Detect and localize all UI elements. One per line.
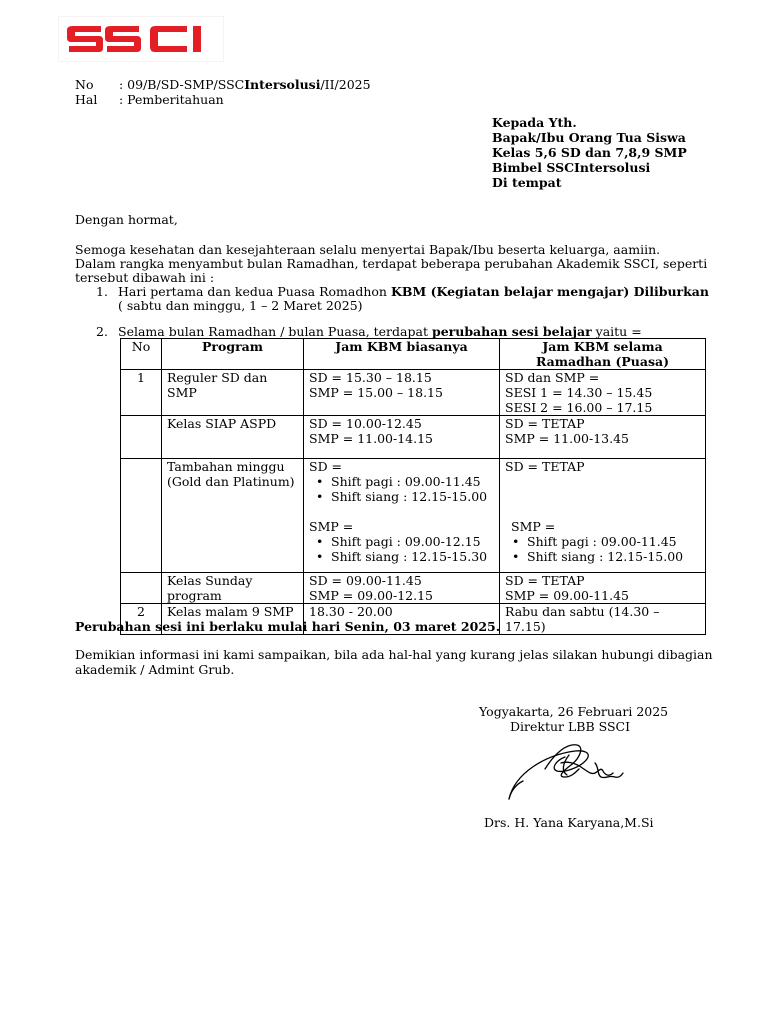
table-cell-no: 1 xyxy=(121,370,162,416)
signer-name: Drs. H. Yana Karyana,M.Si xyxy=(484,815,654,830)
cell-line: SD = TETAP xyxy=(505,459,585,474)
list-text-plain: Hari pertama dan kedua Puasa Romadhon xyxy=(118,284,391,299)
cell-spacer xyxy=(309,504,494,519)
table-cell-normal xyxy=(304,370,500,416)
table-cell-program: Kelas SIAP ASPD xyxy=(162,416,304,459)
cell-line: SMP = 09.00-12.15 xyxy=(309,588,433,603)
shift-list xyxy=(309,474,494,504)
table-row xyxy=(121,370,706,416)
shift-item: • Shift pagi : 09.00-11.45 xyxy=(331,474,494,489)
place-date: Yogyakarta, 26 Februari 2025 xyxy=(479,704,669,719)
cell-spacer xyxy=(505,474,700,519)
cell-line: SD = 10.00-12.45 xyxy=(309,416,422,431)
letter-number-value-bold: Intersolusi xyxy=(244,77,321,92)
letter-number xyxy=(75,77,475,92)
closing-line: akademik / Admint Grub. xyxy=(75,662,235,677)
table-cell-program xyxy=(162,573,304,604)
shift-item: • Shift siang : 12.15-15.30 xyxy=(331,549,494,564)
list-text-plain: Selama bulan Ramadhan / bulan Puasa, terdapat xyxy=(118,324,432,339)
cell-line: SMP = 09.00-11.45 xyxy=(505,588,629,603)
cell-line: SD = 15.30 – 18.15 xyxy=(309,370,432,385)
table-cell-ramadhan xyxy=(500,573,706,604)
table-header-row xyxy=(121,339,706,370)
table-cell-no xyxy=(121,573,162,604)
schedule-table xyxy=(120,338,706,635)
cell-line: SMP = xyxy=(511,519,556,534)
table-header: Jam KBM biasanya xyxy=(304,339,500,370)
table-row xyxy=(121,416,706,459)
shift-item: • Shift siang : 12.15-15.00 xyxy=(331,489,494,504)
cell-line: SESI 2 = 16.00 – 17.15 xyxy=(505,400,653,415)
cell-line: SESI 1 = 14.30 – 15.45 xyxy=(505,385,653,400)
cell-line: SD = xyxy=(309,459,343,474)
table-cell-program: Kelas malam 9 SMP xyxy=(162,604,304,635)
table-row xyxy=(121,573,706,604)
recipient-line: Kelas 5,6 SD dan 7,8,9 SMP xyxy=(492,145,687,160)
cell-line: SD dan SMP = xyxy=(505,370,600,385)
list-text xyxy=(118,284,718,299)
cell-line: SD = 09.00-11.45 xyxy=(309,573,422,588)
list-text-bold: KBM (Kegiatan belajar mengajar) Diliburkan xyxy=(390,284,709,299)
table-cell-normal xyxy=(304,459,500,573)
handwritten-signature xyxy=(505,733,625,805)
letter-subject xyxy=(75,92,475,107)
ssci-logo xyxy=(59,17,223,61)
signature-drawing xyxy=(505,733,625,805)
signature-block xyxy=(479,704,679,734)
letter-number-key: No xyxy=(75,77,94,92)
cell-line: Tambahan minggu xyxy=(167,459,285,474)
table-cell-ramadhan xyxy=(500,416,706,459)
recipient-line: Di tempat xyxy=(492,175,562,190)
shift-item: • Shift pagi : 09.00-12.15 xyxy=(331,534,494,549)
letter-number-value-a: : 09/B/SD-SMP/SSC xyxy=(119,77,245,92)
intro-line: tersebut dibawah ini : xyxy=(75,270,215,285)
table-cell-no xyxy=(121,416,162,459)
shift-item: • Shift pagi : 09.00-11.45 xyxy=(527,534,700,549)
table-cell-normal xyxy=(304,416,500,459)
letter-number-value-tail: /II/2025 xyxy=(320,77,371,92)
table-header: No xyxy=(121,339,162,370)
recipient-line: Kepada Yth. xyxy=(492,115,577,130)
shift-list xyxy=(309,534,494,564)
table-cell-ramadhan xyxy=(500,370,706,416)
table-cell-program xyxy=(162,459,304,573)
cell-line: SD = TETAP xyxy=(505,416,585,431)
table-cell-normal: 18.30 - 20.00 xyxy=(304,604,500,635)
list-text-tail: yaitu = xyxy=(591,324,642,339)
intro-line: Dalam rangka menyambut bulan Ramadhan, terdapat beberapa perubahan Akademik SSCI, seperti xyxy=(75,256,708,271)
table-header: Jam KBM selama Ramadhan (Puasa) xyxy=(500,339,706,370)
effective-notice: Perubahan sesi ini berlaku mulai hari Senin, 03 maret 2025. xyxy=(75,619,501,634)
letter-subject-key: Hal xyxy=(75,92,98,107)
cell-line: SMP = 11.00-13.45 xyxy=(505,431,629,446)
recipient-block xyxy=(492,115,687,190)
list-number: 2. xyxy=(96,324,108,339)
intro-line: Semoga kesehatan dan kesejahteraan selalu menyertai Bapak/Ibu beserta keluarga, aamiin. xyxy=(75,242,661,257)
cell-line: SMP = xyxy=(309,519,354,534)
letter-subject-value: : Pemberitahuan xyxy=(119,92,224,107)
shift-list xyxy=(505,534,700,564)
list-number: 1. xyxy=(96,284,108,299)
list-text xyxy=(118,324,718,339)
ssci-logo-mark xyxy=(59,17,223,61)
cell-line: SMP = 11.00-14.15 xyxy=(309,431,433,446)
table-cell-no xyxy=(121,459,162,573)
list-text-bold: perubahan sesi belajar xyxy=(431,324,592,339)
signer-position: Direktur LBB SSCI xyxy=(510,719,631,734)
cell-line: program xyxy=(167,588,222,603)
cell-line: (Gold dan Platinum) xyxy=(167,474,295,489)
table-cell-ramadhan xyxy=(500,459,706,573)
cell-line: SMP = 15.00 – 18.15 xyxy=(309,385,443,400)
cell-line: Kelas Sunday xyxy=(167,573,253,588)
letter-number-value xyxy=(119,77,371,92)
table-cell-ramadhan: Rabu dan sabtu (14.30 – 17.15) xyxy=(500,604,706,635)
table-cell-program: Reguler SD dan SMP xyxy=(162,370,304,416)
recipient-line: Bimbel SSCIntersolusi xyxy=(492,160,651,175)
greeting: Dengan hormat, xyxy=(75,212,178,227)
table-cell-normal xyxy=(304,573,500,604)
table-row xyxy=(121,459,706,573)
shift-item: • Shift siang : 12.15-15.00 xyxy=(527,549,700,564)
closing-line: Demikian informasi ini kami sampaikan, bila ada hal-hal yang kurang jelas silakan hubungi dibagian xyxy=(75,647,713,662)
list-text: ( sabtu dan minggu, 1 – 2 Maret 2025) xyxy=(118,298,363,313)
table-cell-no: 2 xyxy=(121,604,162,635)
cell-line: SD = TETAP xyxy=(505,573,585,588)
recipient-line: Bapak/Ibu Orang Tua Siswa xyxy=(492,130,686,145)
table-header: Program xyxy=(162,339,304,370)
